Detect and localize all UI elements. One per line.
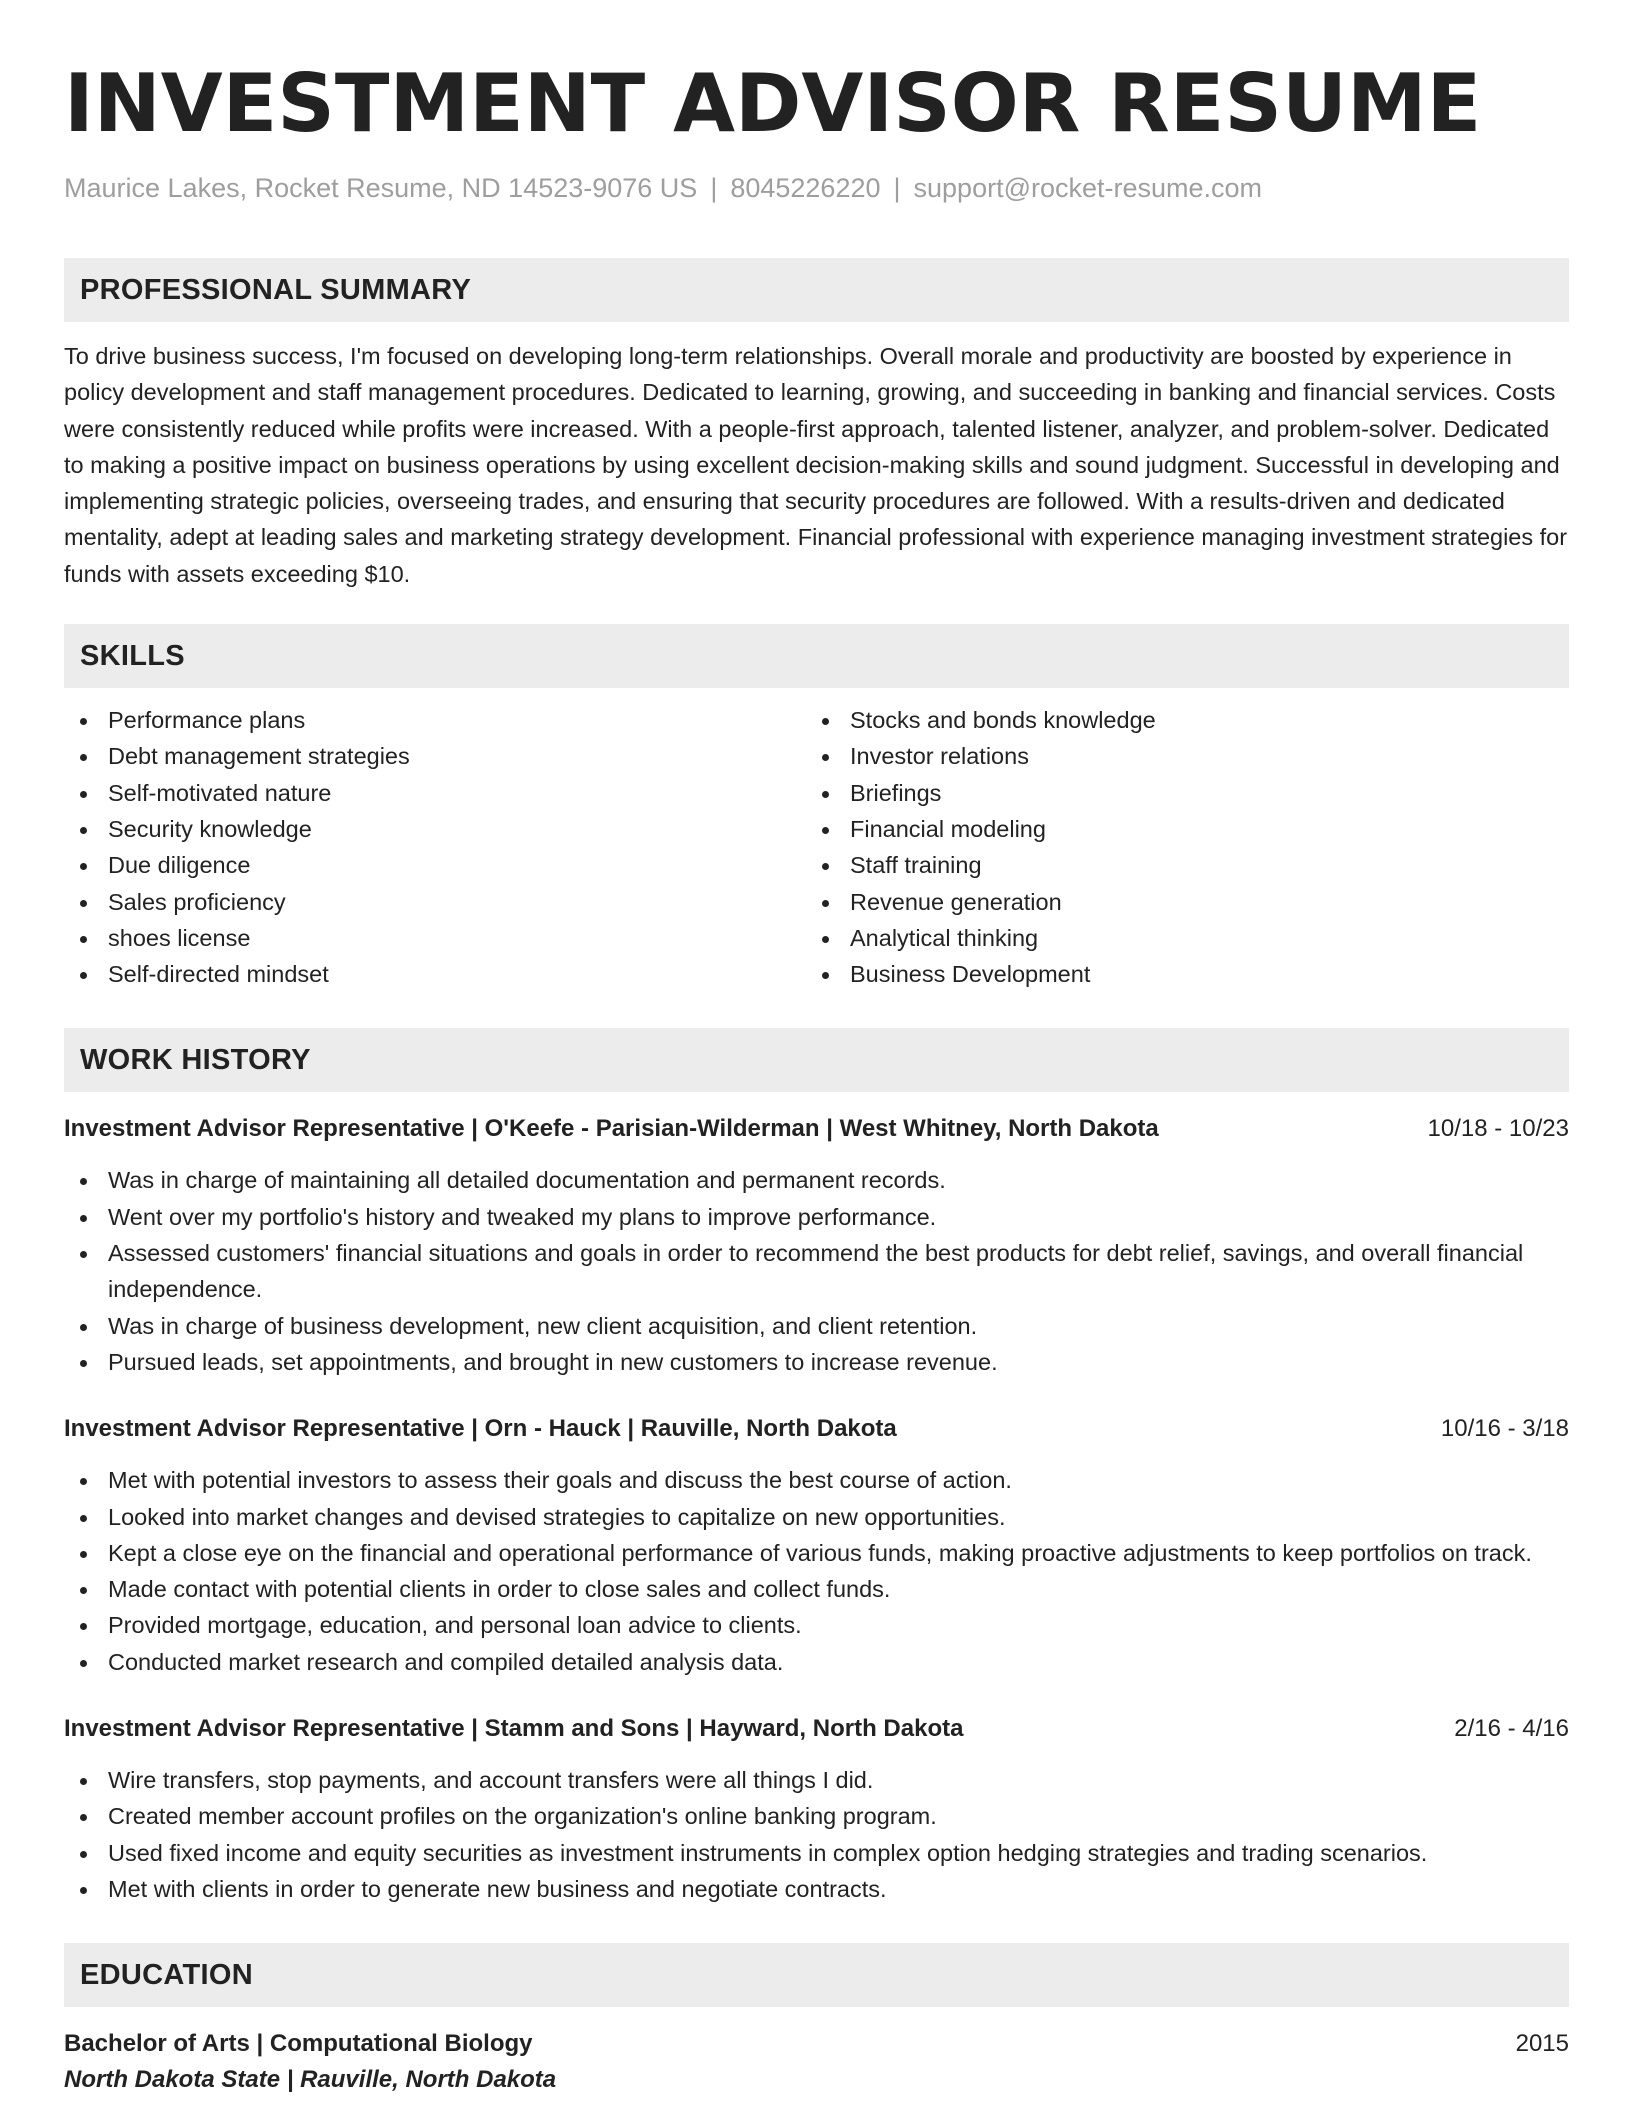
skill-item: Investor relations: [806, 738, 1548, 774]
section-header-work-history: WORK HISTORY: [64, 1028, 1569, 1092]
contact-separator: |: [893, 173, 901, 203]
job-dates: 10/18 - 10/23: [1427, 1115, 1569, 1143]
skill-item: Financial modeling: [806, 811, 1548, 847]
skill-item: Stocks and bonds knowledge: [806, 702, 1548, 738]
skill-item: Self-directed mindset: [64, 956, 806, 992]
job-bullet: Conducted market research and compiled detailed analysis data.: [64, 1644, 1569, 1680]
job-bullet: Met with potential investors to assess their goals and discuss the best course of action.: [64, 1462, 1569, 1498]
job-dates: 2/16 - 4/16: [1454, 1715, 1569, 1743]
job-bullet: Was in charge of maintaining all detailed documentation and permanent records.: [64, 1162, 1569, 1198]
skill-item: shoes license: [64, 920, 806, 956]
job-bullet: Pursued leads, set appointments, and brought in new customers to increase revenue.: [64, 1344, 1569, 1380]
skills-list-left: [64, 702, 806, 992]
job-bullet: Went over my portfolio's history and tweaked my plans to improve performance.: [64, 1199, 1569, 1235]
job-bullet: Created member account profiles on the organization's online banking program.: [64, 1798, 1569, 1834]
summary-text: To drive business success, I'm focused on developing long-term relationships. Overall morale and productivity are boosted by experience in policy development and staff management procedures. Dedicated to learning, growing, and succeeding in banking and financial services. Costs were consistently reduced while profits were increased. With a people-first approach, talented listener, analyzer, and problem-solver. Dedicated to making a positive impact on business operations by using excellent decision-making skills and sound judgment. Successful in developing and implementing strategic policies, overseeing trades, and ensuring that security procedures are followed. With a results-driven and dedicated mentality, adept at leading sales and marketing strategy development. Financial professional with experience managing investment strategies for funds with assets exceeding $10.: [64, 343, 1568, 587]
skill-item: Analytical thinking: [806, 920, 1548, 956]
skill-item: Performance plans: [64, 702, 806, 738]
resume-title: INVESTMENT ADVISOR RESUME: [64, 57, 1482, 150]
skills-columns: [64, 702, 1569, 992]
contact-email: support@rocket-resume.com: [913, 173, 1263, 203]
job-bullet: Was in charge of business development, new client acquisition, and client retention.: [64, 1308, 1569, 1344]
job-title: Investment Advisor Representative | O'Keefe - Parisian-Wilderman | West Whitney, North Dakota: [64, 1115, 1159, 1143]
job-bullet: Assessed customers' financial situations and goals in order to recommend the best products for debt relief, savings, and overall financial independence.: [64, 1235, 1569, 1308]
job-heading-line: [64, 1112, 1569, 1146]
job-bullet: Provided mortgage, education, and personal loan advice to clients.: [64, 1607, 1569, 1643]
job-bullet: Made contact with potential clients in order to close sales and collect funds.: [64, 1571, 1569, 1607]
job-entry: [64, 1112, 1569, 1380]
section-header-skills: SKILLS: [64, 624, 1569, 688]
job-bullets: [64, 1762, 1569, 1907]
skill-item: Revenue generation: [806, 884, 1548, 920]
skill-item: Security knowledge: [64, 811, 806, 847]
education-year: 2015: [1515, 2030, 1569, 2058]
skill-item: Staff training: [806, 847, 1548, 883]
education-school: North Dakota State | Rauville, North Dakota: [64, 2066, 557, 2094]
job-bullet: Kept a close eye on the financial and operational performance of various funds, making proactive adjustments to keep portfolios on track.: [64, 1535, 1569, 1571]
contact-separator: |: [710, 173, 718, 203]
contact-line: [64, 170, 1569, 206]
skills-list-right: [806, 702, 1548, 992]
job-title: Investment Advisor Representative | Stamm and Sons | Hayward, North Dakota: [64, 1715, 964, 1743]
job-bullet: Met with clients in order to generate new business and negotiate contracts.: [64, 1871, 1569, 1907]
skill-item: Self-motivated nature: [64, 775, 806, 811]
contact-phone: 8045226220: [730, 173, 881, 203]
job-bullet: Used fixed income and equity securities as investment instruments in complex option hedging strategies and trading scenarios.: [64, 1835, 1569, 1871]
job-heading-line: [64, 1412, 1569, 1446]
job-dates: 10/16 - 3/18: [1440, 1415, 1569, 1443]
job-entry: [64, 1412, 1569, 1680]
section-header-education: EDUCATION: [64, 1943, 1569, 2007]
job-title: Investment Advisor Representative | Orn - Hauck | Rauville, North Dakota: [64, 1415, 897, 1443]
skill-item: Sales proficiency: [64, 884, 806, 920]
job-bullet: Looked into market changes and devised strategies to capitalize on new opportunities.: [64, 1499, 1569, 1535]
job-bullets: [64, 1162, 1569, 1380]
education-entry: [64, 2027, 1569, 2097]
education-degree: Bachelor of Arts | Computational Biology: [64, 2030, 533, 2058]
skill-item: Business Development: [806, 956, 1548, 992]
skill-item: Briefings: [806, 775, 1548, 811]
section-header-summary: PROFESSIONAL SUMMARY: [64, 258, 1569, 322]
job-bullet: Wire transfers, stop payments, and account transfers were all things I did.: [64, 1762, 1569, 1798]
contact-address: Maurice Lakes, Rocket Resume, ND 14523-9076 US: [64, 173, 698, 203]
job-entry: [64, 1712, 1569, 1907]
skill-item: Debt management strategies: [64, 738, 806, 774]
skill-item: Due diligence: [64, 847, 806, 883]
resume-page: [64, 56, 1569, 2097]
job-heading-line: [64, 1712, 1569, 1746]
job-bullets: [64, 1462, 1569, 1680]
education-heading-line: [64, 2027, 1569, 2061]
